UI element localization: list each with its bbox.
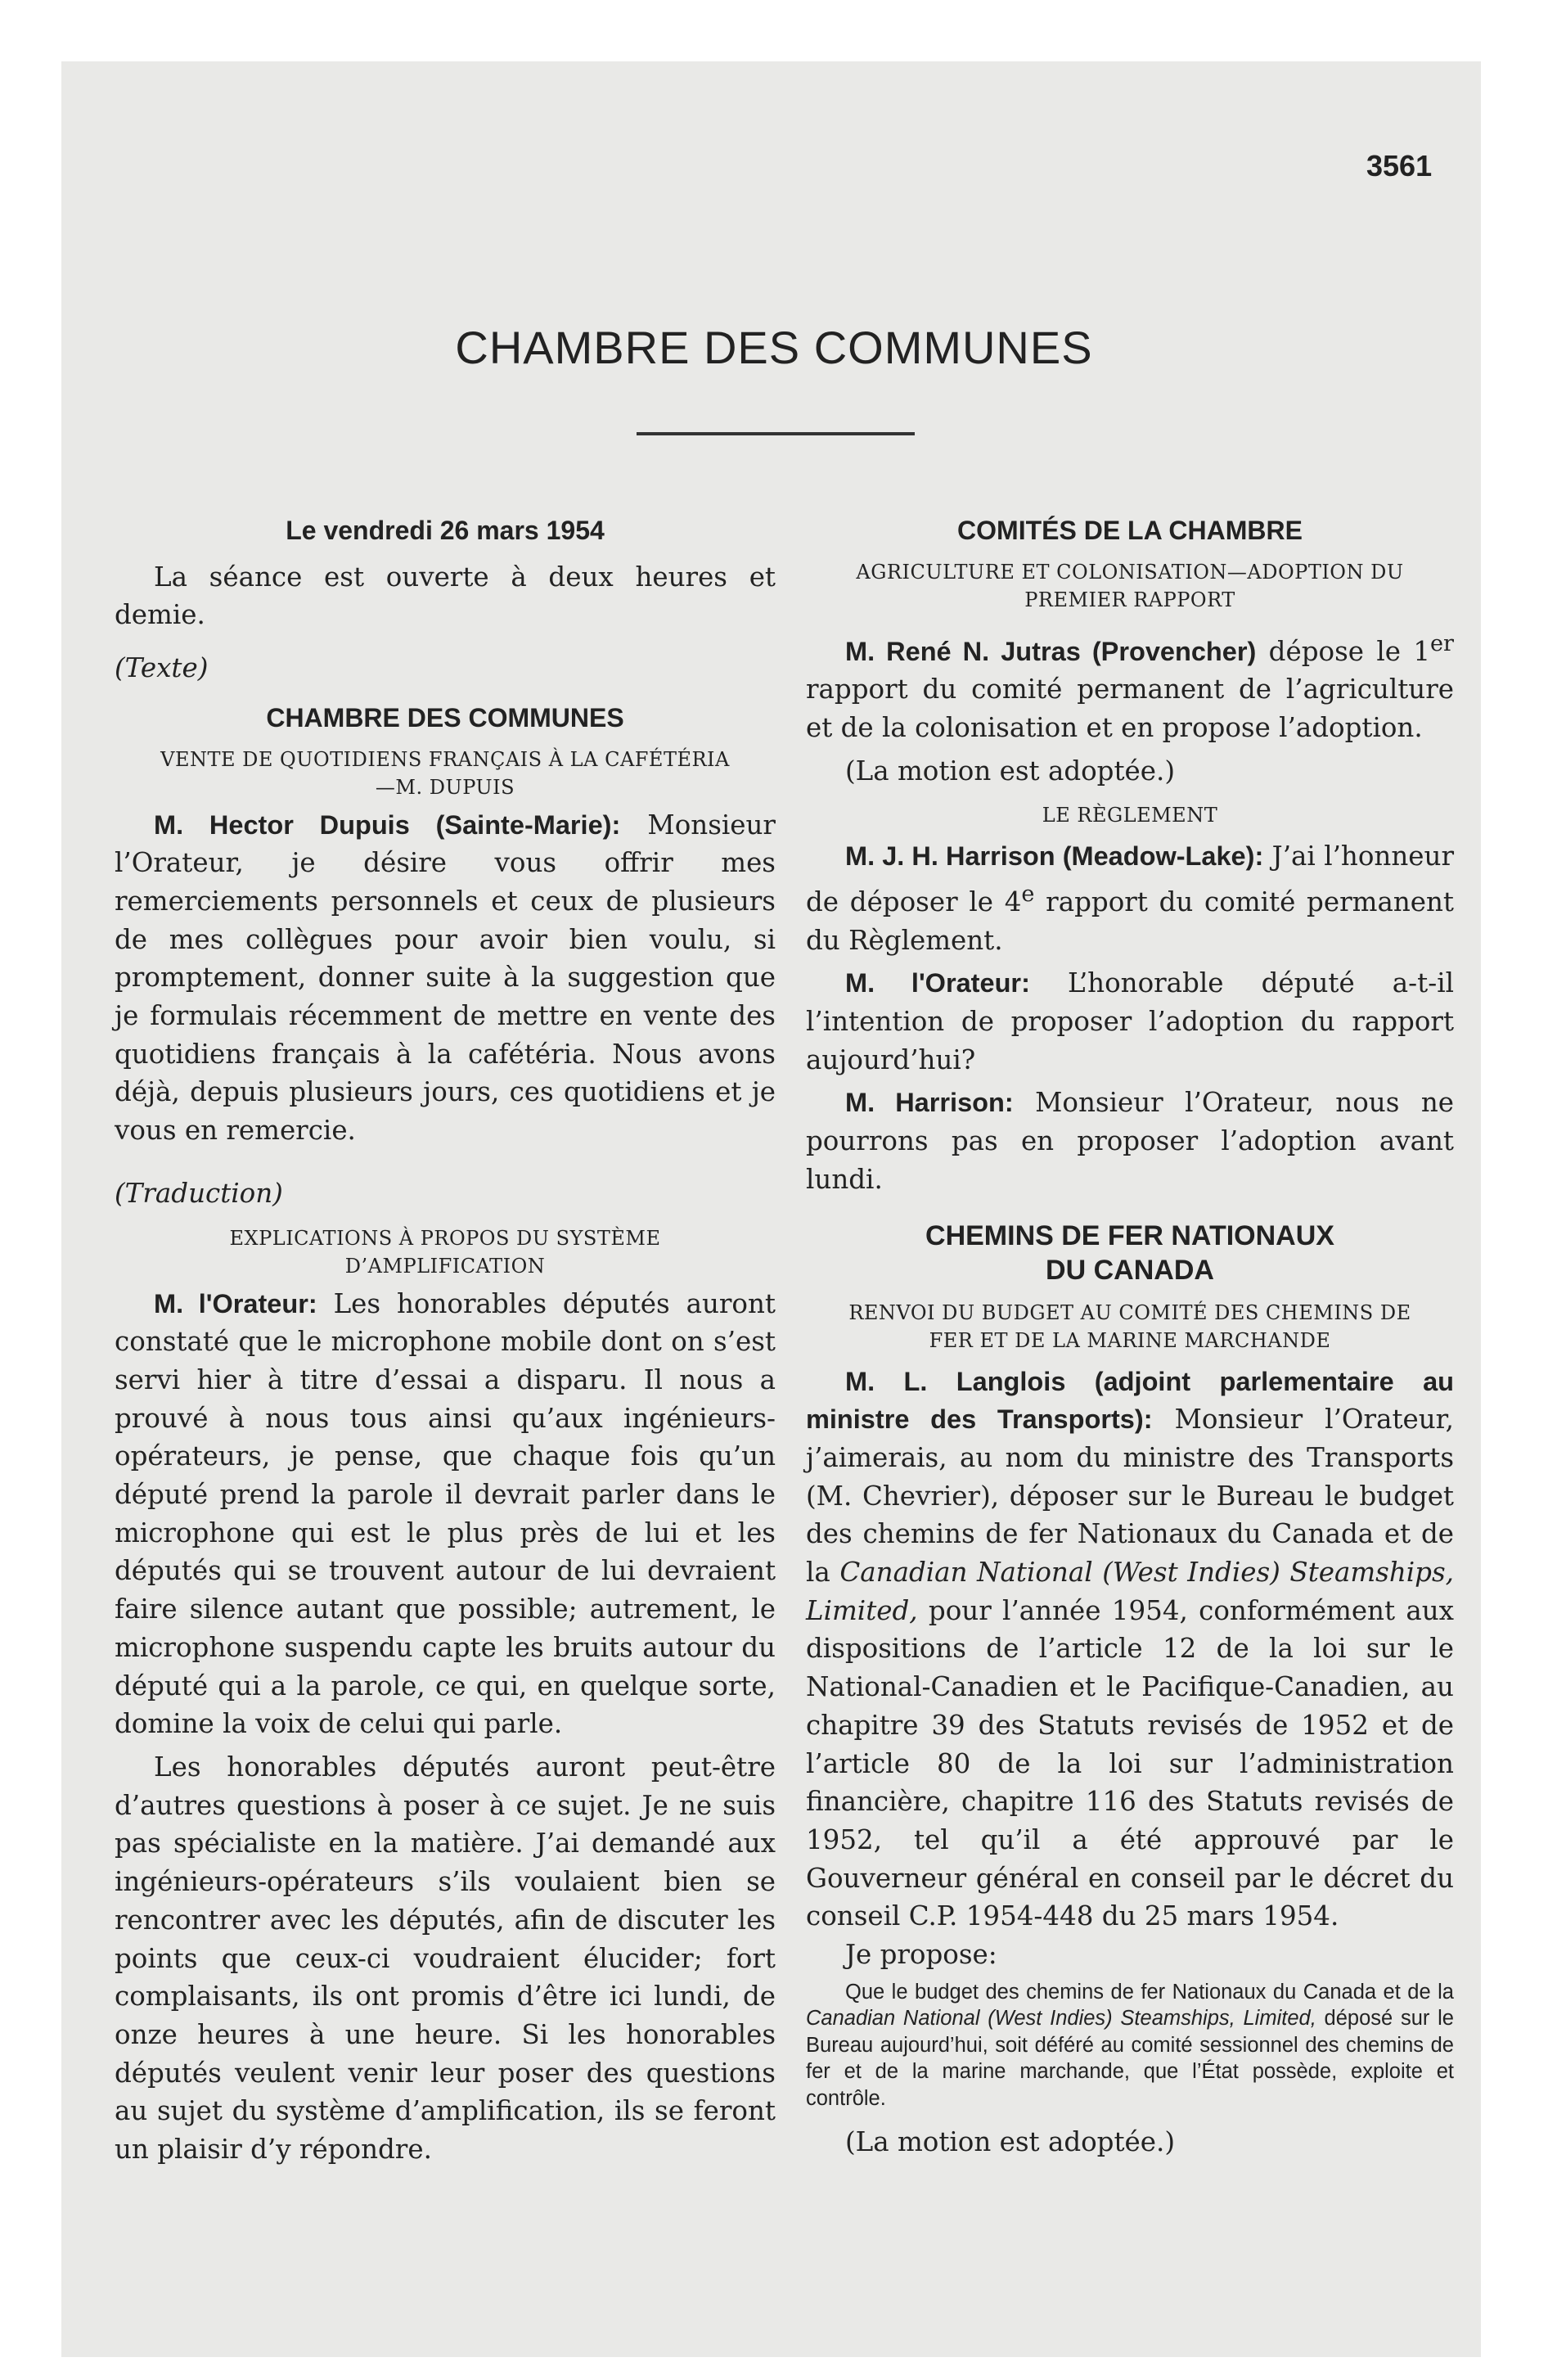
page-number: 3561 [1366, 149, 1433, 183]
subheading-amplification: D’AMPLIFICATION [344, 1254, 546, 1278]
dupuis-text: Monsieur l’Orateur, je désire vous offrir mes remerciements personnels et ceux de plusieurs de mes collègues pour avoir bien voulu, si promptement, donner suite à la suggestion que je formulais récemment de mettre en vente des quotidiens français à la cafétéria. Nous avons déjà, depuis plusieurs jours, ces quotidiens et je vous en remercie. [115, 809, 776, 1147]
motion-adopted-1: (La motion est adoptée.) [845, 755, 1176, 787]
speaker-jutras: M. René N. Jutras (Provencher) [845, 636, 1257, 666]
section-heading-comites: COMITÉS DE LA CHAMBRE [957, 516, 1303, 545]
motion-adopted-2: (La motion est adoptée.) [845, 2126, 1176, 2158]
right-column [806, 512, 1454, 2161]
quote-text-italic: Canadian National (West Indies) Steamships, Limited, [806, 2007, 1316, 2031]
opening-text: La séance est ouverte à deux heures et demie. [115, 561, 776, 631]
dupuis-paragraph [115, 806, 776, 1150]
langlois-text-italic: Canadian National (West Indies) Steamships, Limited, [806, 1557, 1454, 1626]
harrison-sup: e [1021, 881, 1035, 908]
je-propose: Je propose: [845, 1939, 997, 1971]
orateur-text: Les honorables députés auront constaté que le microphone mobile dont on s’est servi hier à titre d’essai a disparu. Il nous a prouvé à nous tous ainsi qu’aux ingénieurs-opérateurs, je pense, que chaque fois qu’un député prend la parole il devrait parler dans le microphone qui est le plus près de lui et les députés qui se trouvent autour de lui devraient faire silence autant que possible; autrement, le microphone suspendu capte les bruits autour du député qui a la parole, ce qui, en quelque sorte, domine la voix de celui qui parle. [115, 1287, 776, 1740]
speaker-orateur: M. l'Orateur: [154, 1288, 317, 1318]
title-rule [637, 432, 915, 435]
jutras-text-b: rapport du comité permanent de l’agriculture et de la colonisation et en propose l’adoption. [806, 674, 1454, 743]
subheading-premier-rapport: PREMIER RAPPORT [1024, 588, 1235, 611]
langlois-text-b: pour l’année 1954, conformément aux dispositions de l’article 12 de la loi sur le National-Canadien et le Pacifique-Canadien, au chapitre 39 des Statuts revisés de 1952 et de l’article 80 de la loi sur l’administration financière, chapitre 116 des Statuts revisés de 1952, tel qu’il a été approuvé par le Gouverneur général en conseil par le décret du conseil C.P. 1954-448 du 25 mars 1954. [806, 1594, 1454, 1932]
orateur-question-text: L’honorable député a-t-il l’intention de proposer l’adoption du rapport aujourd’hui? [806, 967, 1454, 1075]
langlois-text-a: Monsieur l’Orateur, j’aimerais, au nom du ministre des Transports (M. Chevrier), déposer sur le Bureau le budget des chemins de fer Nationaux du Canada et de la [806, 1404, 1454, 1589]
jutras-text-a: dépose le 1 [1268, 635, 1431, 667]
jutras-paragraph [806, 625, 1454, 747]
harrison-text-b: rapport du comité permanent du Règlement. [806, 886, 1454, 956]
subheading-explications: EXPLICATIONS À PROPOS DU SYSTÈME [229, 1226, 661, 1250]
speaker-harrison: M. J. H. Harrison (Meadow-Lake): [845, 841, 1264, 872]
quote-text-b: déposé sur le Bureau aujourd’hui, soit déféré au comité sessionnel des chemins de fer et de la marine marchande, que l’État possède, exploite et contrôle. [806, 2007, 1454, 2110]
speaker-harrison-short: M. Harrison: [845, 1088, 1014, 1118]
jutras-sup: er [1430, 630, 1454, 656]
harrison-reply-text: Monsieur l’Orateur, nous ne pourrons pas en proposer l’adoption avant lundi. [806, 1087, 1454, 1195]
subheading-reglement: LE RÈGLEMENT [1042, 804, 1218, 827]
harrison-reply [806, 1084, 1454, 1198]
texte-label-text: (Texte) [115, 652, 209, 684]
quote-text-a: Que le budget des chemins de fer Nationaux du Canada et de la [845, 1980, 1454, 2004]
section-heading-chambre: CHAMBRE DES COMMUNES [266, 702, 624, 732]
section-heading-chemins: CHEMINS DE FER NATIONAUX [925, 1219, 1334, 1251]
subheading-marine: FER ET DE LA MARINE MARCHANDE [929, 1328, 1331, 1352]
subheading-vente: VENTE DE QUOTIDIENS FRANÇAIS À LA CAFÉTÉRIA [160, 747, 730, 771]
motion-quote [806, 1979, 1454, 2112]
subheading-vente-dupuis: —M. DUPUIS [375, 775, 515, 799]
harrison-text-a: J’ai l’honneur de déposer le 4 [806, 841, 1454, 917]
subheading-renvoi: RENVOI DU BUDGET AU COMITÉ DES CHEMINS DE [848, 1300, 1411, 1324]
orateur-paragraph-2: Les honorables députés auront peut-être d’autres questions à poser à ce sujet. Je ne suis pas spécialiste en la matière. J’ai demandé aux ingénieurs-opérateurs s’ils voulaient bien se rencontrer avec les députés, afin de discuter les points que ceux-ci voudraient élucider; fort complaisants, ils ont promis d’être ici lundi, de onze heures à une heure. Si les honorables députés veulent venir leur poser des questions au sujet du système d’amplification, ils se feront un plaisir d’y répondre. [115, 1751, 776, 2166]
sitting-date: Le vendredi 26 mars 1954 [286, 516, 605, 545]
orateur-question [806, 964, 1454, 1079]
subheading-agriculture: AGRICULTURE ET COLONISATION—ADOPTION DU [856, 560, 1404, 584]
traduction-label [115, 1174, 776, 1213]
langlois-paragraph [806, 1363, 1454, 1936]
speaker-langlois: M. L. Langlois (adjoint parlementaire au ministre des Transports): [806, 1366, 1454, 1435]
speaker-orateur-right: M. l'Orateur: [845, 968, 1030, 998]
orateur-paragraph [115, 1285, 776, 1743]
page-title: CHAMBRE DES COMMUNES [455, 322, 1093, 373]
section-heading-canada: DU CANADA [1046, 1254, 1214, 1286]
traduction-label-text: (Traduction) [115, 1177, 283, 1209]
speaker-dupuis: M. Hector Dupuis (Sainte-Marie): [154, 809, 621, 840]
harrison-paragraph [806, 837, 1454, 959]
texte-label [115, 649, 776, 687]
left-column [115, 512, 776, 2169]
